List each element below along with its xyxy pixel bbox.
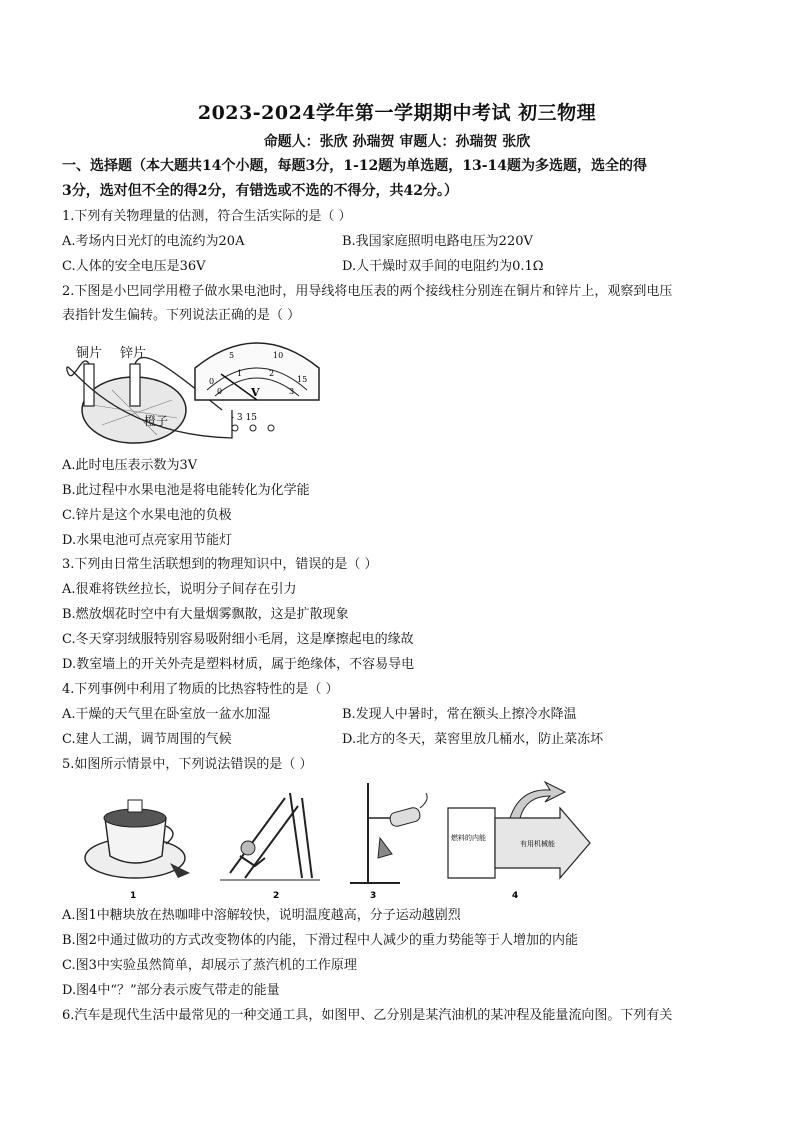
q1-option-b: B.我国家庭照明电路电压为220V — [342, 234, 533, 249]
copper-label: 铜片 — [76, 346, 103, 361]
voltmeter — [195, 343, 319, 431]
q2-option-c: C.锌片是这个水果电池的负极 — [62, 508, 232, 523]
inner-tick-0: 0 — [217, 387, 223, 396]
zinc-label: 锌片 — [120, 346, 147, 361]
inner-tick-2: 2 — [269, 369, 275, 378]
q4-option-c: C.建人工湖，调节周围的气候 — [62, 732, 232, 747]
q2-option-b: B.此过程中水果电池是将电能转化为化学能 — [62, 483, 310, 498]
q3-option-c: C.冬天穿羽绒服特别容易吸附细小毛屑，这是摩擦起电的缘故 — [62, 632, 414, 647]
fig2-label: 2 — [273, 891, 280, 901]
q4-stem: 4.下列事例中利用了物质的比热容特性的是（ ） — [62, 682, 339, 697]
q2-option-d: D.水果电池可点亮家用节能灯 — [62, 533, 233, 548]
q2-stem-line-1: 2.下图是小巴同学用橙子做水果电池时，用导线将电压表的两个接线柱分别连在铜片和锌片上，观察到电压 — [62, 284, 673, 299]
q6-stem: 6.汽车是现代生活中最常见的一种交通工具，如图甲、乙分别是某汽油机的某冲程及能量流向图。下列有关 — [62, 1008, 673, 1023]
q1-option-d: D.人干燥时双手间的电阻约为0.1Ω — [342, 259, 544, 274]
fig4-useful-energy: 有用机械能 — [520, 840, 555, 848]
q3-option-d: D.教室墙上的开关外壳是塑料材质，属于绝缘体，不容易导电 — [62, 657, 415, 672]
scale-tick-0: 0 — [209, 377, 215, 386]
fig3-steam-tube — [350, 783, 427, 901]
fig1-label: 1 — [130, 891, 137, 901]
q4-option-b: B.发现人中暑时，常在额头上擦冷水降温 — [342, 707, 577, 722]
zinc-plate — [130, 364, 140, 406]
fig4-fuel-energy: 燃料的内能 — [451, 834, 486, 842]
inner-tick-3: 3 — [289, 387, 295, 396]
authors-line: 命题人：张欣 孙瑞贺 审题人：孙瑞贺 张欣 — [263, 134, 531, 150]
q5-option-a: A.图1中糖块放在热咖啡中溶解较快，说明温度越高，分子运动越剧烈 — [62, 908, 461, 923]
scale-tick-5: 5 — [229, 351, 235, 360]
q1-option-a: A.考场内日光灯的电流约为20A — [62, 234, 245, 249]
q4-option-a: A.干燥的天气里在卧室放一盆水加湿 — [62, 707, 271, 722]
fig1-coffee — [85, 800, 190, 901]
terminal-labels: - 3 15 — [231, 413, 257, 423]
copper-plate — [84, 364, 94, 406]
page-title: 2023-2024学年第一学期期中考试 初三物理 — [197, 102, 597, 124]
inner-tick-1: 1 — [237, 369, 243, 378]
q3-option-a: A.很难将铁丝拉长，说明分子间存在引力 — [62, 582, 297, 597]
scenario-figures — [80, 778, 600, 904]
q4-option-d: D.北方的冬天，菜窖里放几桶水，防止菜冻坏 — [342, 732, 604, 747]
fig3-label: 3 — [370, 891, 377, 901]
q5-option-d: D.图4中“？”部分表示废气带走的能量 — [62, 983, 280, 998]
q3-stem: 3.下列由日常生活联想到的物理知识中，错误的是（ ） — [62, 557, 378, 572]
q1-stem: 1.下列有关物理量的估测，符合生活实际的是（ ） — [62, 209, 352, 224]
q5-stem: 5.如图所示情景中，下列说法错误的是（ ） — [62, 757, 313, 772]
section-heading-line-2: 3分，选对但不全的得2分，有错选或不选的不得分，共42分。） — [62, 183, 458, 199]
scale-tick-15: 15 — [297, 375, 308, 384]
q5-option-b: B.图2中通过做功的方式改变物体的内能，下滑过程中人减少的重力势能等于人增加的内能 — [62, 933, 578, 948]
q3-option-b: B.燃放烟花时空中有大量烟雾飘散，这是扩散现象 — [62, 607, 349, 622]
q2-stem-line-2: 表指针发生偏转。下列说法正确的是（ ） — [62, 308, 301, 323]
q2-option-a: A.此时电压表示数为3V — [62, 458, 198, 473]
section-heading-line-1: 一、选择题（本大题共14个小题，每题3分，1-12题为单选题，13-14题为多选题，选全的得 — [62, 158, 648, 174]
fig4-energy-flow — [448, 782, 590, 901]
q1-option-c: C.人体的安全电压是36V — [62, 259, 206, 274]
scale-tick-10: 10 — [273, 351, 284, 360]
fig4-label: 4 — [512, 891, 519, 901]
unit-label: V — [251, 386, 260, 399]
orange-label: 橙子 — [144, 414, 169, 428]
fruit-battery-figure — [62, 330, 322, 448]
q5-option-c: C.图3中实验虽然简单，却展示了蒸汽机的工作原理 — [62, 958, 357, 973]
fig2-slide — [220, 793, 320, 901]
